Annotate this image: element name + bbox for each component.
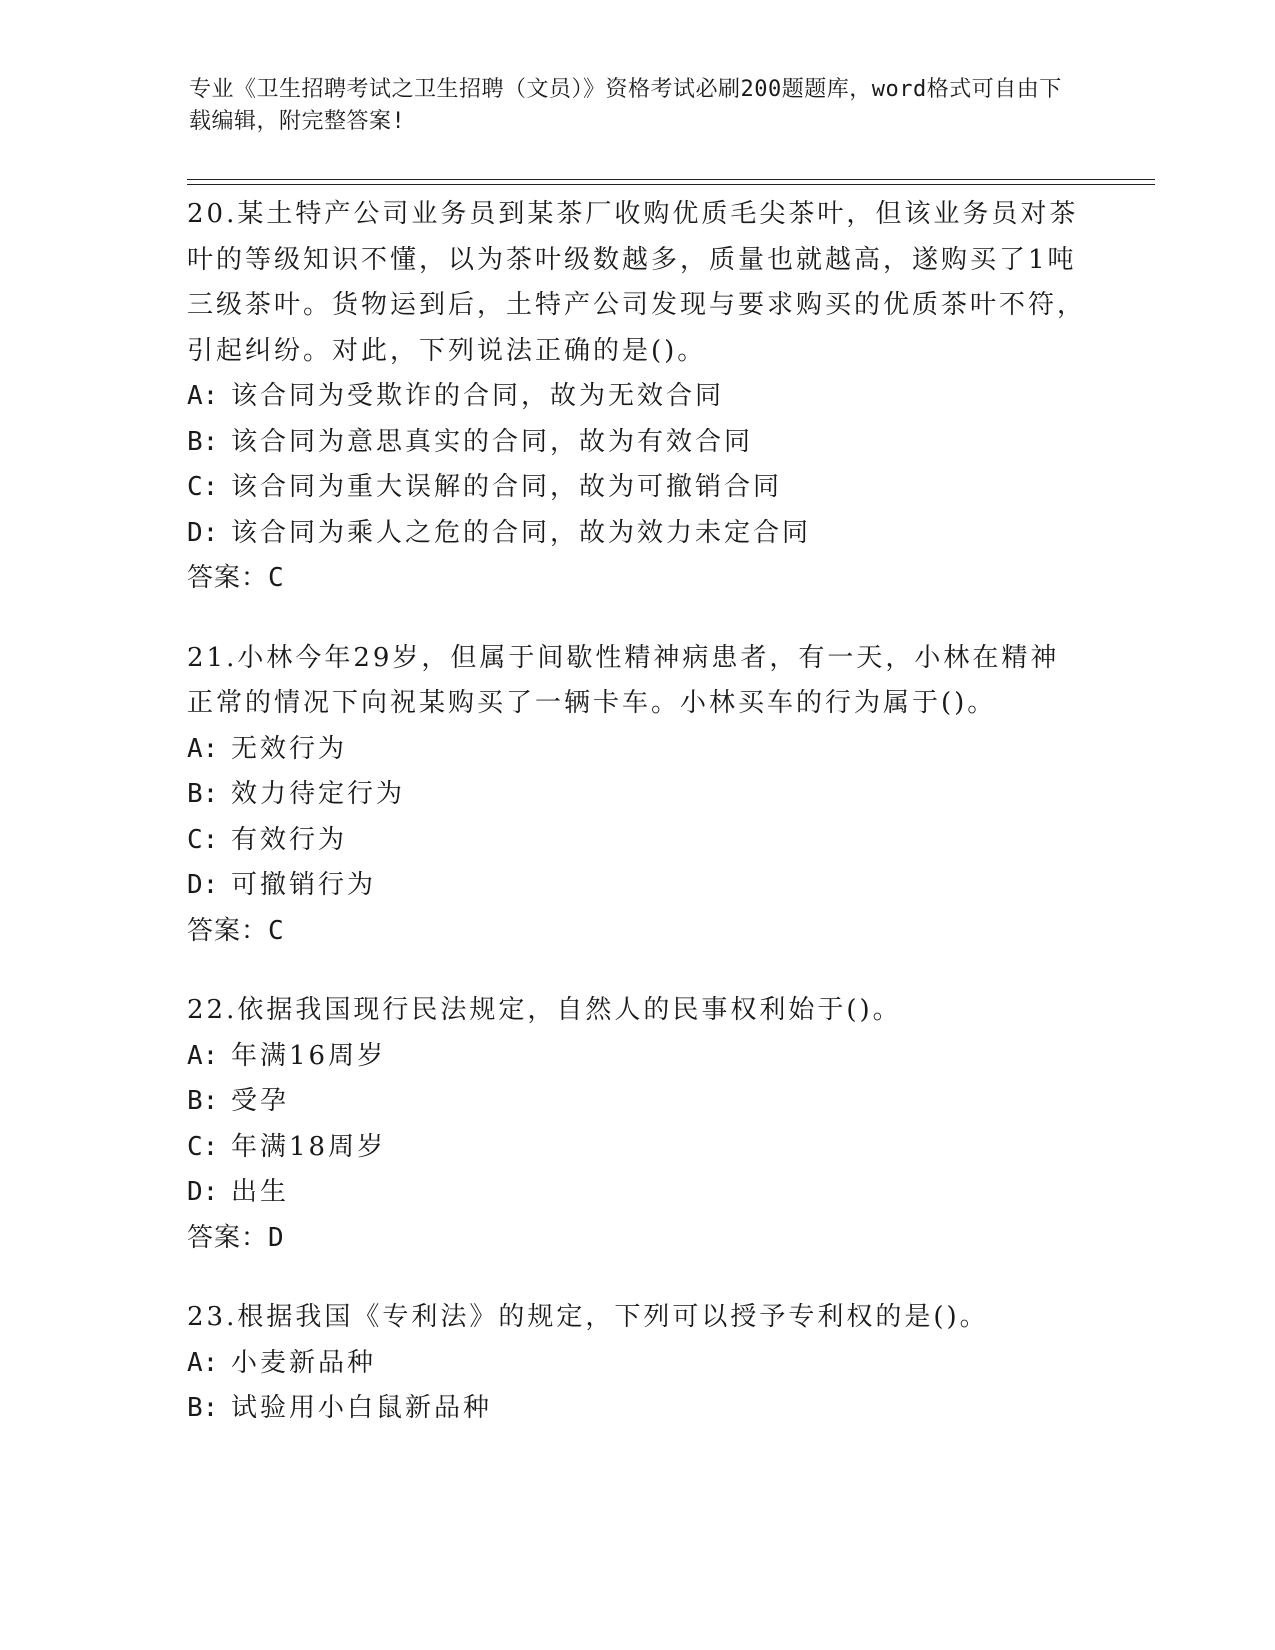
answer-value: D [268, 1222, 285, 1253]
answer-value: C [268, 563, 285, 593]
option-text: 该合同为意思真实的合同，故为有效合同 [231, 426, 754, 457]
option-text: 有效行为 [231, 824, 348, 855]
option-d [187, 1170, 1087, 1216]
answer-label: 答案： [187, 563, 269, 593]
option-key: B: [187, 1086, 219, 1116]
question-stem: 23.根据我国《专利法》的规定，下列可以授予专利权的是()。 [187, 1302, 989, 1332]
question-23 [187, 1293, 1087, 1432]
answer-line [187, 909, 1087, 955]
option-text: 小麦新品种 [231, 1347, 377, 1378]
answer-label: 答案： [187, 1222, 269, 1253]
option-text: 试验用小白鼠新品种 [231, 1393, 493, 1423]
option-a [187, 1034, 1087, 1080]
question-stem: 20.某土特产公司业务员到某茶厂收购优质毛尖茶叶，但该业务员对茶叶的等级知识不懂，以为茶叶级数越多，质量也就越高，遂购买了1吨三级茶叶。货物运到后，土特产公司发现与要求购买的优质茶叶不符，引起纠纷。对此，下列说法正确的是()。 [187, 199, 1087, 366]
option-b [187, 1386, 1087, 1432]
option-key: C: [187, 1131, 219, 1162]
option-key: D: [187, 1177, 219, 1207]
question-20 [187, 190, 1087, 602]
question-21 [187, 634, 1087, 955]
option-a [187, 727, 1087, 773]
option-text: 该合同为受欺诈的合同，故为无效合同 [231, 381, 725, 411]
option-text: 效力待定行为 [231, 779, 406, 809]
option-key: A: [187, 1347, 219, 1378]
answer-value: C [268, 915, 285, 946]
header-divider-top [187, 179, 1155, 180]
option-key: A: [187, 733, 219, 764]
option-b [187, 772, 1087, 818]
option-text: 受孕 [231, 1086, 290, 1116]
option-key: B: [187, 426, 219, 457]
option-a [187, 374, 1087, 420]
option-key: A: [187, 381, 219, 411]
option-text: 无效行为 [231, 733, 348, 764]
question-list [187, 190, 1087, 1464]
question-stem: 22.依据我国现行民法规定，自然人的民事权利始于()。 [187, 995, 902, 1025]
option-text: 年满18周岁 [231, 1131, 387, 1162]
answer-line [187, 556, 1087, 602]
question-stem: 21.小林今年29岁，但属于间歇性精神病患者，有一天，小林在精神正常的情况下向祝某购买了一辆卡车。小林买车的行为属于()。 [187, 642, 1060, 718]
option-key: C: [187, 472, 219, 502]
option-b [187, 420, 1087, 466]
option-d [187, 511, 1087, 557]
option-text: 出生 [231, 1177, 290, 1207]
option-text: 该合同为乘人之危的合同，故为效力未定合同 [231, 517, 812, 548]
option-a [187, 1341, 1087, 1387]
option-key: B: [187, 779, 219, 809]
option-text: 该合同为重大误解的合同，故为可撤销合同 [231, 472, 783, 502]
option-key: A: [187, 1040, 219, 1071]
option-c [187, 1125, 1087, 1171]
option-key: B: [187, 1393, 219, 1423]
answer-label: 答案： [187, 915, 269, 946]
option-c [187, 818, 1087, 864]
option-key: D: [187, 870, 219, 900]
header-divider-bottom [187, 184, 1155, 185]
option-text: 年满16周岁 [231, 1040, 387, 1071]
option-d [187, 863, 1087, 909]
option-c [187, 465, 1087, 511]
option-b [187, 1079, 1087, 1125]
document-header: 专业《卫生招聘考试之卫生招聘（文员）》资格考试必刷200题题库，word格式可自由下载编辑，附完整答案! [189, 77, 1062, 134]
question-22 [187, 986, 1087, 1261]
answer-line [187, 1216, 1087, 1262]
option-key: C: [187, 824, 219, 855]
option-text: 可撤销行为 [231, 870, 377, 900]
option-key: D: [187, 517, 219, 548]
